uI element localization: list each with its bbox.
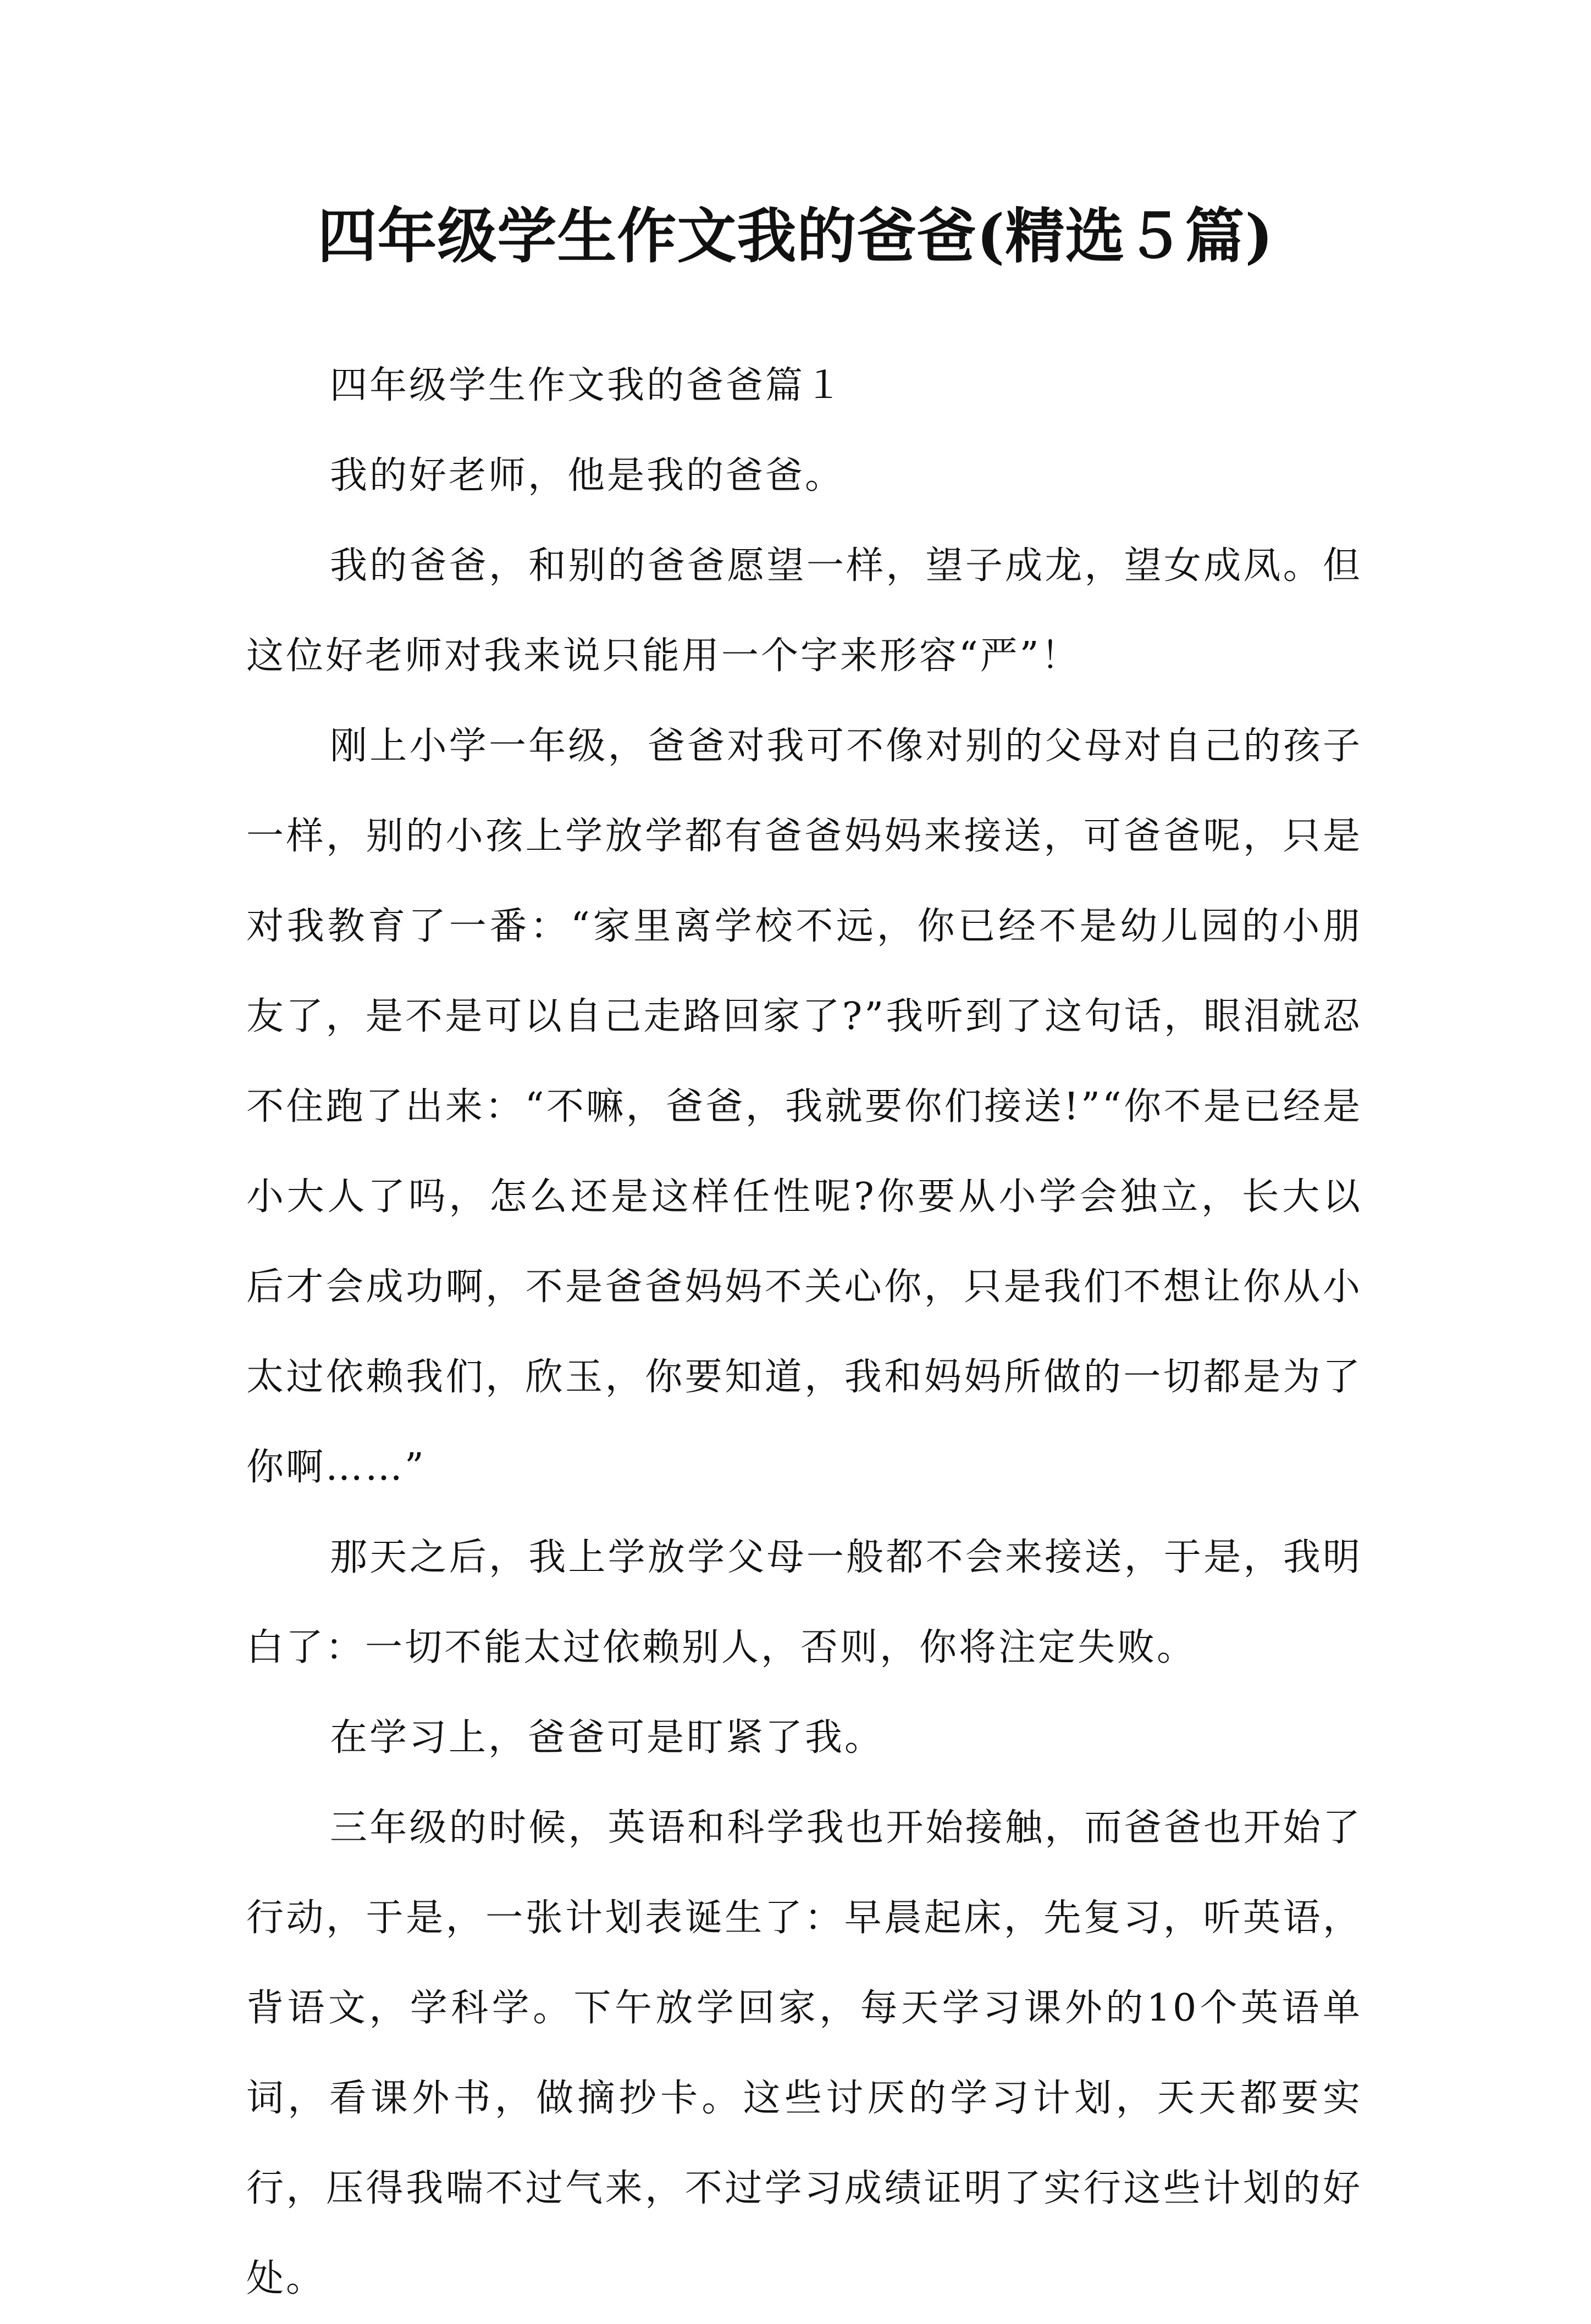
document-body: [246, 341, 1362, 2324]
paragraph: 刚上小学一年级，爸爸对我可不像对别的父母对自己的孩子一样，别的小孩上学放学都有爸爸妈妈来接送，可爸爸呢，只是对我教育了一番：“家里离学校不远，你已经不是幼儿园的小朋友了，是不是可以自己走路回家了?”我听到了这句话，眼泪就忍不住跑了出来：“不嘛，爸爸，我就要你们接送!”“你不是已经是小大人了吗，怎么还是这样任性呢?你要从小学会独立，长大以后才会成功啊，不是爸爸妈妈不关心你，只是我们不想让你从小太过依赖我们，欣玉，你要知道，我和妈妈所做的一切都是为了你啊……”: [246, 724, 1362, 1489]
paragraph: 我的爸爸，和别的爸爸愿望一样，望子成龙，望女成凤。但这位好老师对我来说只能用一个字来形容“严”！: [246, 544, 1362, 678]
paragraph: 那天之后，我上学放学父母一般都不会来接送，于是，我明白了：一切不能太过依赖别人，否则，你将注定失败。: [246, 1536, 1362, 1669]
paragraph: 三年级的时候，英语和科学我也开始接触，而爸爸也开始了行动，于是，一张计划表诞生了：早晨起床，先复习，听英语，背语文，学科学。下午放学回家，每天学习课外的10个英语单词，看课外书，做摘抄卡。这些讨厌的学习计划，天天都要实行，压得我喘不过气来，不过学习成绩证明了实行这些计划的好处。: [246, 1806, 1362, 2300]
section-heading: 四年级学生作文我的爸爸篇１: [330, 364, 845, 407]
paragraph: 我的好老师，他是我的爸爸。: [330, 454, 845, 497]
document-title: 四年级学生作文我的爸爸(精选５篇): [317, 202, 1274, 271]
paragraph: 在学习上，爸爸可是盯紧了我。: [330, 1716, 885, 1759]
